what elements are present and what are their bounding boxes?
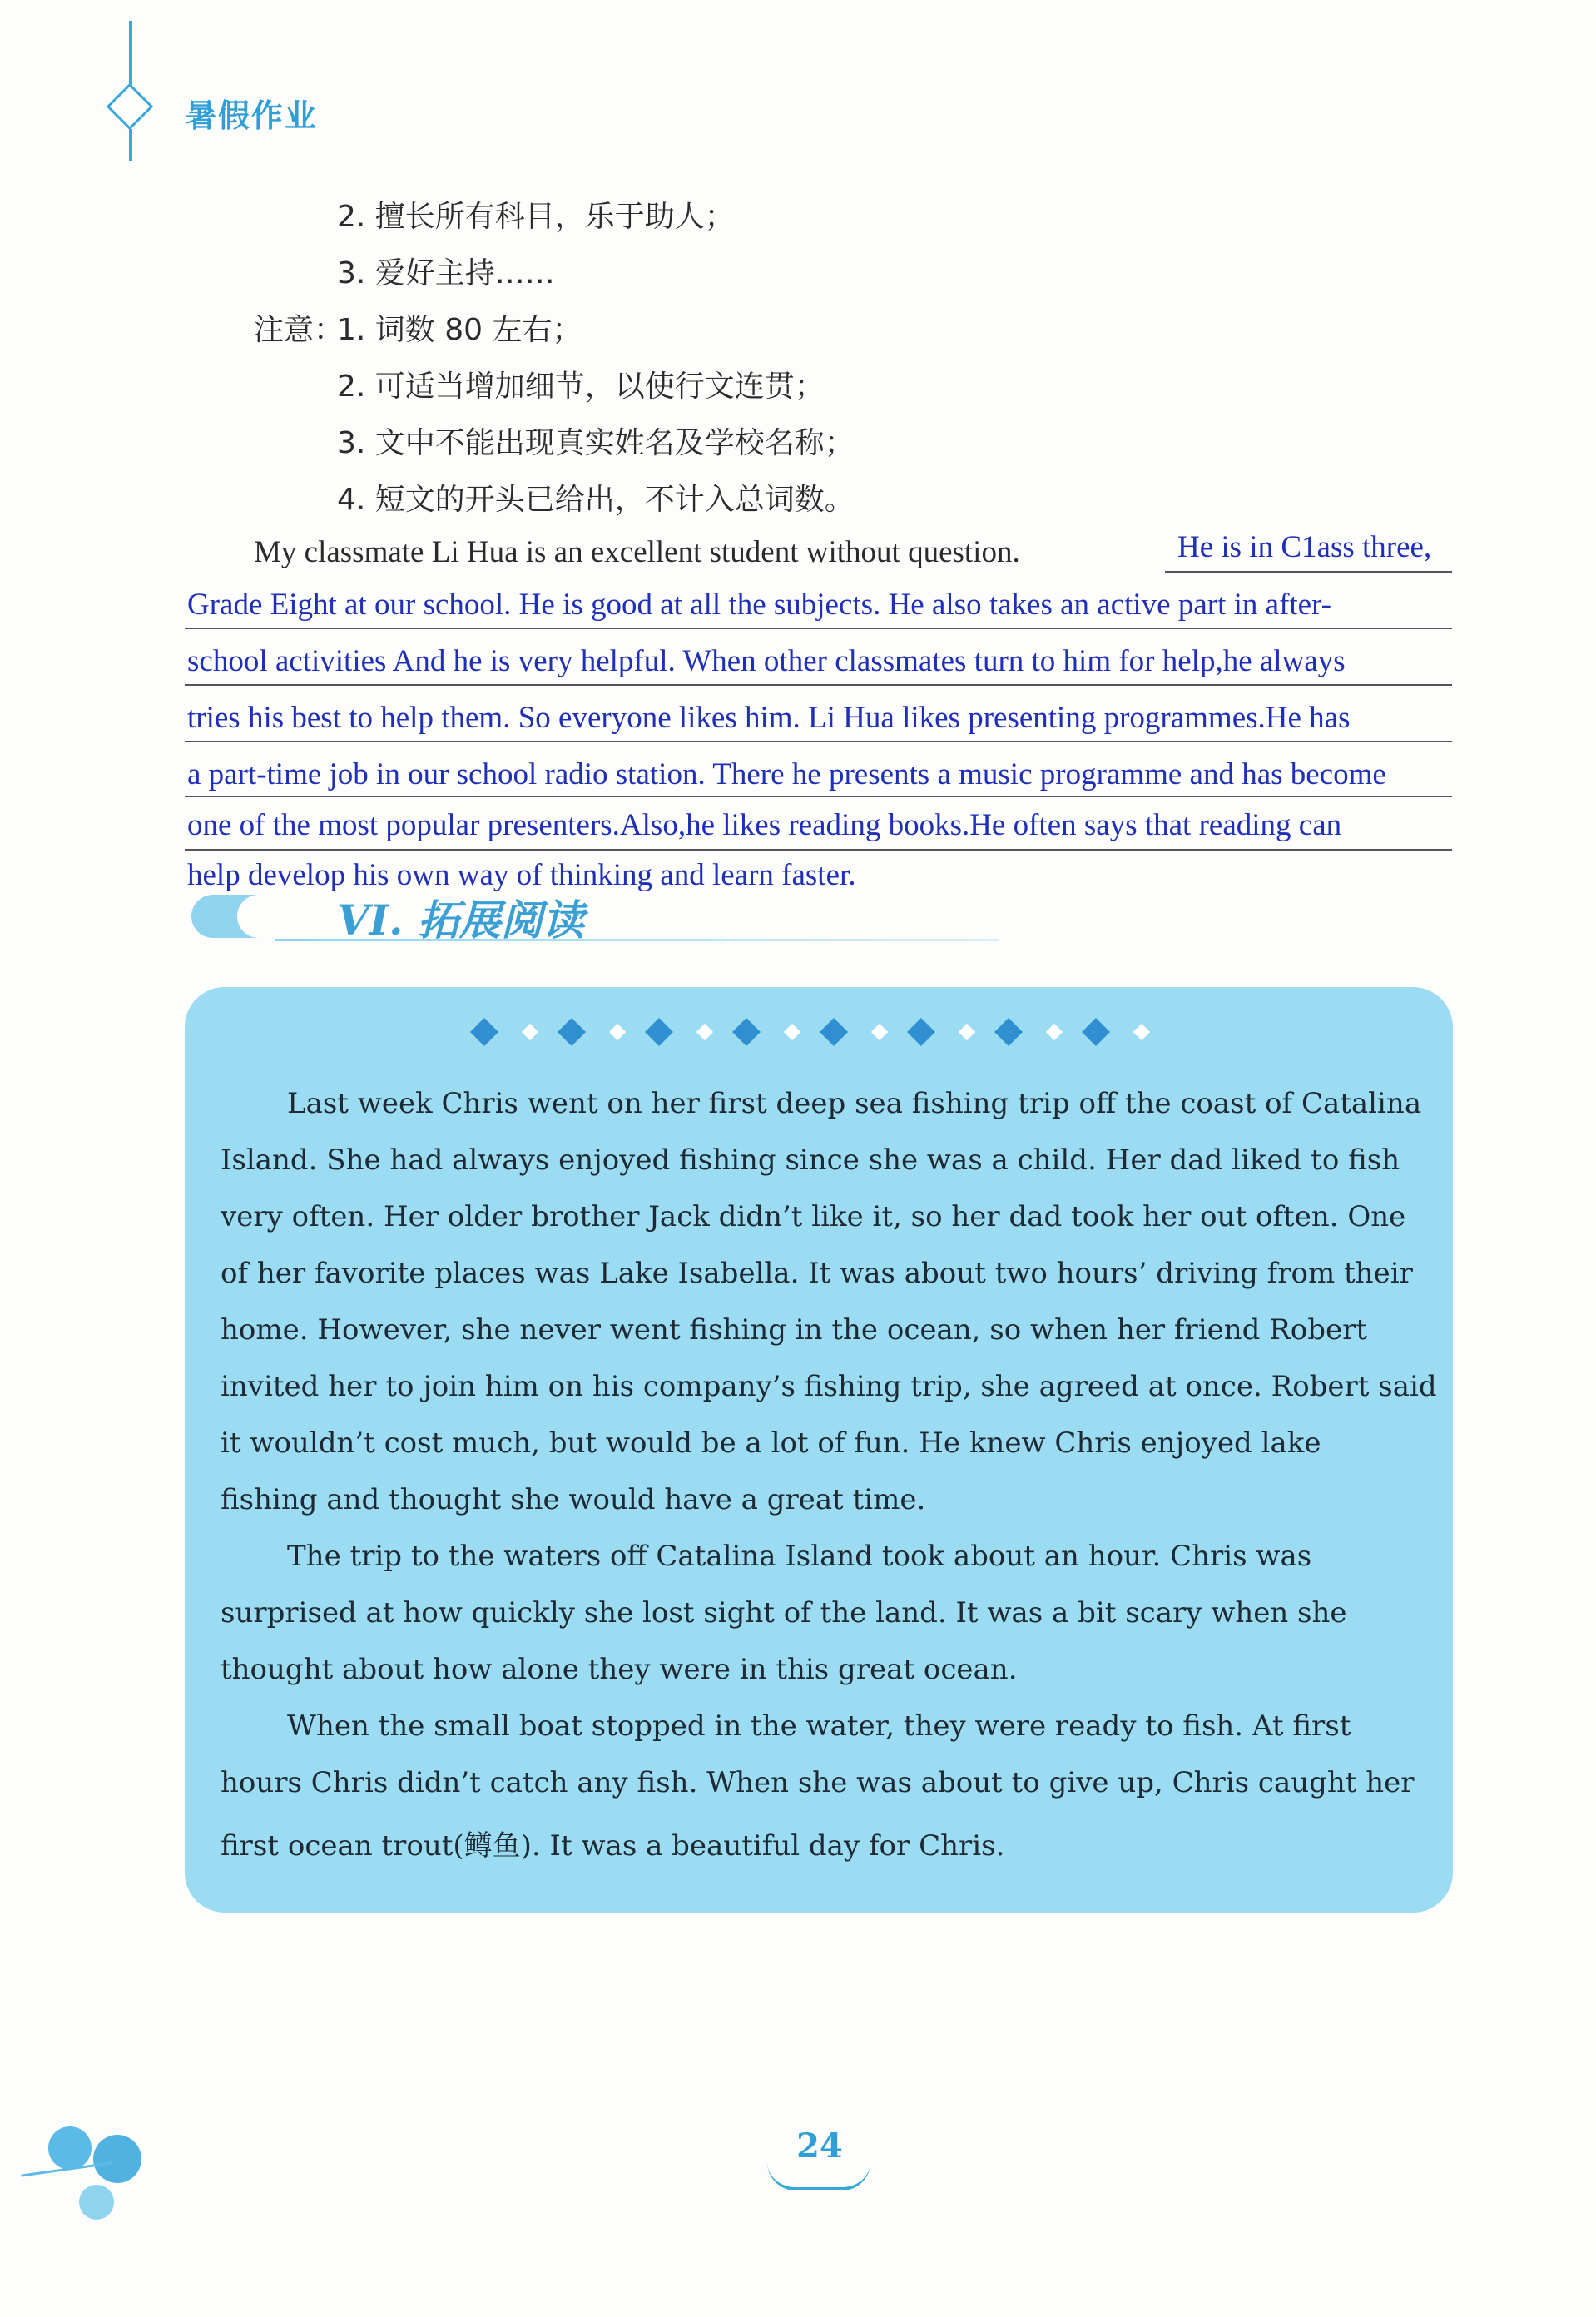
diamond-icon: [696, 1024, 713, 1040]
answer-rule: [185, 796, 1452, 797]
answer-rule: [185, 684, 1452, 686]
reading-line: Island. She had always enjoyed fishing since she was a child. Her dad liked to fish: [221, 1144, 1400, 1177]
essay-answer-line: one of the most popular presenters.Also,he likes reading books.He often says that reading can: [187, 808, 1342, 842]
diamond-icon: [732, 1018, 761, 1046]
footer-bubble-icon: [93, 2135, 141, 2183]
diamond-divider: [466, 1017, 1182, 1050]
essay-answer-line: Grade Eight at our school. He is good at all the subjects. He also takes an active part in after-: [187, 588, 1331, 622]
header-diamond-icon: [107, 83, 154, 131]
note-label: 注意：: [254, 313, 344, 347]
footer-bubble-icon: [48, 2126, 92, 2170]
diamond-icon: [1082, 1018, 1110, 1046]
essay-answer-line: help develop his own way of thinking and learn faster.: [187, 858, 856, 892]
diamond-icon: [784, 1024, 800, 1040]
diamond-icon: [558, 1018, 586, 1046]
reading-line: The trip to the waters off Catalina Island took about an hour. Chris was: [287, 1540, 1312, 1573]
requirement-item: 2. 擅长所有科目，乐于助人；: [337, 200, 735, 234]
essay-answer-line: school activities And he is very helpful. When other classmates turn to him for help,he always: [187, 644, 1346, 678]
diamond-icon: [1046, 1024, 1063, 1040]
answer-rule: [185, 628, 1452, 629]
diamond-icon: [871, 1024, 888, 1040]
note-item: 3. 文中不能出现真实姓名及学校名称；: [337, 426, 855, 460]
diamond-icon: [470, 1018, 498, 1046]
reading-line: thought about how alone they were in this great ocean.: [221, 1653, 1018, 1686]
reading-line: When the small boat stopped in the water, they were ready to fish. At first: [287, 1709, 1351, 1743]
essay-given-start: My classmate Li Hua is an excellent student without question.: [254, 535, 1020, 569]
reading-line: home. However, she never went fishing in the ocean, so when her friend Robert: [221, 1313, 1368, 1347]
answer-rule: [185, 741, 1452, 742]
reading-line: surprised at how quickly she lost sight of the land. It was a bit scary when she: [221, 1596, 1347, 1630]
footer-bubble-icon: [79, 2185, 114, 2220]
diamond-icon: [959, 1024, 975, 1040]
header-decor-line: [129, 21, 132, 92]
reading-line: it wouldn’t cost much, but would be a lot of fun. He knew Chris enjoyed lake: [221, 1426, 1321, 1460]
essay-answer-line: a part-time job in our school radio station. There he presents a music programme and has become: [187, 757, 1386, 791]
diamond-icon: [1133, 1024, 1150, 1040]
diamond-icon: [609, 1024, 626, 1040]
note-item: 4. 短文的开头已给出，不计入总词数。: [337, 483, 855, 517]
answer-rule: [185, 849, 1452, 851]
note-item: 1. 词数 80 左右；: [337, 313, 582, 347]
diamond-icon: [907, 1018, 935, 1046]
reading-line: hours Chris didn’t catch any fish. When she was about to give up, Chris caught her: [221, 1766, 1415, 1799]
diamond-icon: [645, 1018, 673, 1046]
section-title: VI. 拓展阅读: [337, 896, 584, 945]
essay-answer-line: He is in C1ass three,: [1177, 530, 1432, 564]
reading-line: of her favorite places was Lake Isabella. It was about two hours’ driving from their: [221, 1257, 1413, 1290]
essay-answer-line: tries his best to help them. So everyone likes him. Li Hua likes presenting programmes.He has: [187, 701, 1351, 735]
note-item: 2. 可适当增加细节，以使行文连贯；: [337, 370, 825, 404]
header-decor-line-lower: [129, 129, 132, 161]
reading-line: fishing and thought she would have a great time.: [221, 1483, 926, 1516]
diamond-icon: [820, 1018, 848, 1046]
reading-line: invited her to join him on his company’s fishing trip, she agreed at once. Robert said: [221, 1370, 1437, 1403]
requirement-item: 3. 爱好主持……: [337, 256, 555, 290]
reading-line: Last week Chris went on her first deep sea fishing trip off the coast of Catalina: [287, 1087, 1422, 1120]
answer-rule: [1165, 571, 1452, 573]
reading-line: first ocean trout(鳟鱼). It was a beautiful day for Chris.: [221, 1829, 1005, 1863]
page-header-title: 暑假作业: [185, 97, 319, 134]
diamond-icon: [522, 1024, 538, 1040]
reading-line: very often. Her older brother Jack didn’t like it, so her dad took her out often. One: [221, 1200, 1406, 1233]
page-number: 24: [796, 2126, 843, 2166]
diamond-icon: [994, 1018, 1023, 1046]
section-heading-decor-cutout: [237, 895, 287, 938]
